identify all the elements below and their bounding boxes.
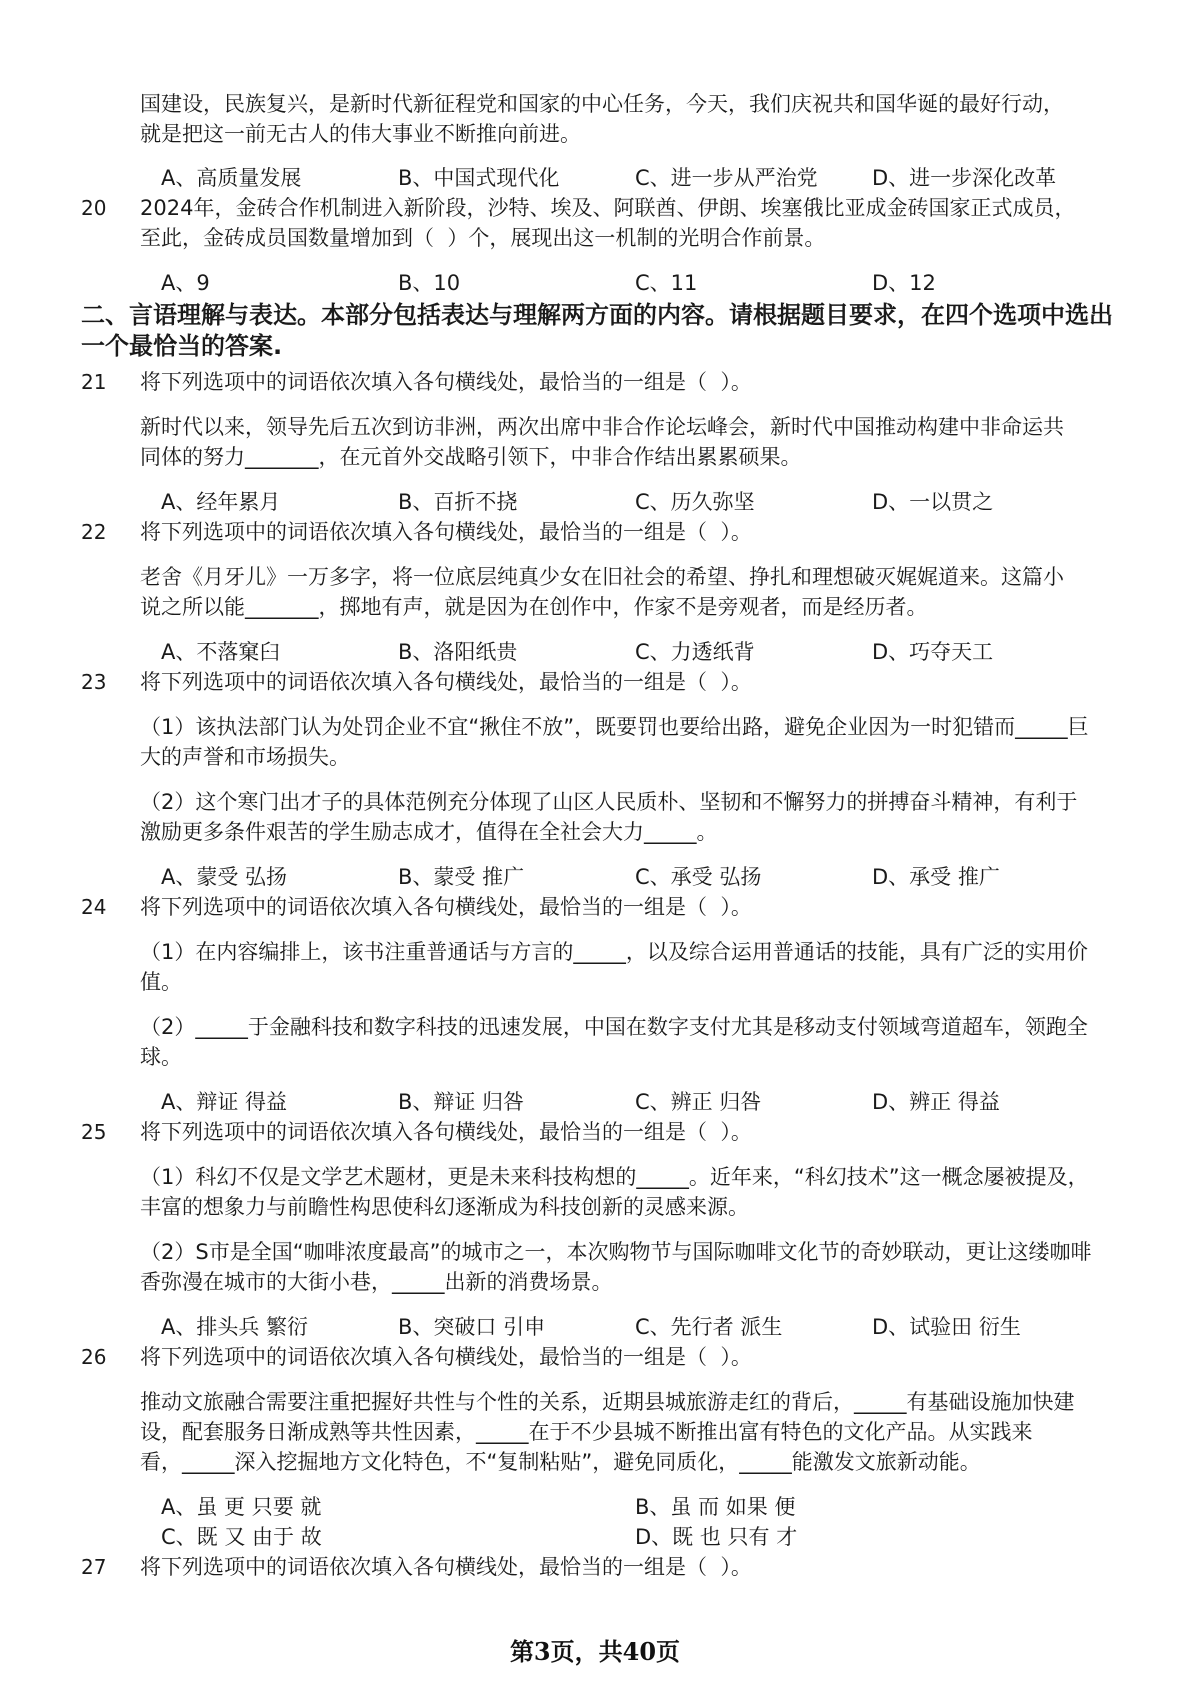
- options-row: [0, 1312, 1190, 1342]
- question-passage: [140, 1387, 1190, 1477]
- question-stem-line: 将下列选项中的词语依次填入各句横线处，最恰当的一组是（ ）。: [140, 520, 752, 544]
- question-sentence-1: [140, 712, 1190, 772]
- option-a: A、不落窠臼: [161, 640, 281, 664]
- options-grid: [0, 1492, 1190, 1552]
- question-stem-line: 至此，金砖成员国数量增加到（ ）个，展现出这一机制的光明合作前景。: [140, 226, 826, 250]
- option-c: C、既 又 由于 故: [161, 1525, 322, 1549]
- question-sentence-2: [140, 1237, 1190, 1297]
- question-stem: [140, 1117, 1190, 1147]
- option-a: A、蒙受 弘扬: [161, 865, 288, 889]
- passage-line: 同体的努力_______，在元首外交战略引领下，中非合作结出累累硕果。: [140, 445, 802, 469]
- option-a: A、高质量发展: [161, 166, 302, 190]
- section-heading-line: 一个最恰当的答案.: [81, 332, 283, 360]
- passage-line: （2）_____于金融科技和数字科技的迅速发展，中国在数字支付尤其是移动支付领域弯道超车，领跑全: [140, 1015, 1088, 1039]
- option-c: C、先行者 派生: [635, 1315, 783, 1339]
- question-stem-line: 将下列选项中的词语依次填入各句横线处，最恰当的一组是（ ）。: [140, 1555, 752, 1579]
- passage-line: 值。: [140, 970, 182, 994]
- passage-line: 国建设，民族复兴，是新时代新征程党和国家的中心任务，今天，我们庆祝共和国华诞的最好行动，: [140, 92, 1064, 116]
- page-footer: 第3页，共40页: [509, 1637, 681, 1666]
- option-c: C、历久弥坚: [635, 490, 755, 514]
- question-stem: [140, 193, 1190, 253]
- question-stem-line: 将下列选项中的词语依次填入各句横线处，最恰当的一组是（ ）。: [140, 895, 752, 919]
- question-passage: [140, 412, 1190, 472]
- continuation-passage: [140, 89, 1190, 149]
- passage-line: 说之所以能_______，掷地有声，就是因为在创作中，作家不是旁观者，而是经历者。: [140, 595, 928, 619]
- question-number: 22: [81, 520, 107, 544]
- passage-line: 就是把这一前无古人的伟大事业不断推向前进。: [140, 122, 581, 146]
- question-stem-line: 2024年，金砖合作机制进入新阶段，沙特、埃及、阿联酋、伊朗、埃塞俄比亚成金砖国家正式成员，: [140, 196, 1076, 220]
- option-a: A、排头兵 繁衍: [161, 1315, 309, 1339]
- option-a: A、虽 更 只要 就: [161, 1495, 322, 1519]
- option-a: A、经年累月: [161, 490, 281, 514]
- option-b: B、百折不挠: [398, 490, 518, 514]
- question-24: [0, 892, 1190, 1117]
- passage-line: 老舍《月牙儿》一万多字，将一位底层纯真少女在旧社会的希望、挣扎和理想破灭娓娓道来。这篇小: [140, 565, 1064, 589]
- options-row: [0, 637, 1190, 667]
- question-sentence-1: [140, 937, 1190, 997]
- question-stem: [140, 1552, 1190, 1582]
- option-d: D、进一步深化改革: [872, 166, 1057, 190]
- option-b: B、突破口 引申: [398, 1315, 546, 1339]
- question-number: 21: [81, 370, 107, 394]
- question-stem: [140, 892, 1190, 922]
- section-heading-line: 二、言语理解与表达。本部分包括表达与理解两方面的内容。请根据题目要求，在四个选项中选出: [81, 301, 1113, 329]
- passage-line: （2）这个寒门出才子的具体范例充分体现了山区人民质朴、坚韧和不懈努力的拼搏奋斗精神，有利于: [140, 790, 1078, 814]
- options-row: [0, 1087, 1190, 1117]
- option-c: C、承受 弘扬: [635, 865, 762, 889]
- option-b: B、10: [398, 271, 461, 295]
- passage-line: （1）该执法部门认为处罚企业不宜“揪住不放”，既要罚也要给出路，避免企业因为一时犯错而_____巨: [140, 715, 1089, 739]
- exam-page-content: [0, 89, 1190, 1582]
- question-number: 24: [81, 895, 107, 919]
- passage-line: （2）S市是全国“咖啡浓度最高”的城市之一，本次购物节与国际咖啡文化节的奇妙联动，更让这缕咖啡: [140, 1240, 1092, 1264]
- question-stem: [140, 517, 1190, 547]
- option-b: B、辩证 归咎: [398, 1090, 525, 1114]
- option-b: B、洛阳纸贵: [398, 640, 518, 664]
- passage-line: （1）科幻不仅是文学艺术题材，更是未来科技构想的_____。近年来，“科幻技术”这一概念屡被提及，: [140, 1165, 1089, 1189]
- question-number: 23: [81, 670, 107, 694]
- passage-line: 设，配套服务日渐成熟等共性因素，_____在于不少县城不断推出富有特色的文化产品。从实践来: [140, 1420, 1033, 1444]
- passage-line: 大的声誉和市场损失。: [140, 745, 350, 769]
- question-22: [0, 517, 1190, 667]
- option-d: D、承受 推广: [872, 865, 1000, 889]
- question-stem: [140, 1342, 1190, 1372]
- question-stem-line: 将下列选项中的词语依次填入各句横线处，最恰当的一组是（ ）。: [140, 1120, 752, 1144]
- passage-line: 推动文旅融合需要注重把握好共性与个性的关系，近期县城旅游走红的背后，_____有基础设施加快建: [140, 1390, 1075, 1414]
- question-25: [0, 1117, 1190, 1342]
- question-number: 25: [81, 1120, 107, 1144]
- question-stem: [140, 667, 1190, 697]
- question-26: [0, 1342, 1190, 1552]
- question-number: 27: [81, 1555, 107, 1579]
- question-stem-line: 将下列选项中的词语依次填入各句横线处，最恰当的一组是（ ）。: [140, 670, 752, 694]
- option-b: B、蒙受 推广: [398, 865, 525, 889]
- question-sentence-2: [140, 1012, 1190, 1072]
- option-d: D、12: [872, 271, 936, 295]
- option-a: A、9: [161, 271, 210, 295]
- passage-line: 新时代以来，领导先后五次到访非洲，两次出席中非合作论坛峰会，新时代中国推动构建中非命运共: [140, 415, 1064, 439]
- question-21: [0, 367, 1190, 517]
- question-stem-line: 将下列选项中的词语依次填入各句横线处，最恰当的一组是（ ）。: [140, 1345, 752, 1369]
- question-23: [0, 667, 1190, 892]
- question-stem: [140, 367, 1190, 397]
- option-c: C、力透纸背: [635, 640, 755, 664]
- options-row: [0, 487, 1190, 517]
- option-b: B、中国式现代化: [398, 166, 560, 190]
- options-row: [0, 268, 1190, 298]
- option-a: A、辩证 得益: [161, 1090, 288, 1114]
- option-d: D、一以贯之: [872, 490, 994, 514]
- passage-line: 丰富的想象力与前瞻性构思使科幻逐渐成为科技创新的灵感来源。: [140, 1195, 749, 1219]
- question-20: [0, 193, 1190, 298]
- options-row: [0, 163, 1190, 193]
- question-27: [0, 1552, 1190, 1582]
- question-number: 20: [81, 196, 107, 220]
- option-d: D、试验田 衍生: [872, 1315, 1021, 1339]
- question-passage: [140, 562, 1190, 622]
- options-row: [0, 862, 1190, 892]
- section-heading: [81, 300, 1190, 362]
- passage-line: 看，_____深入挖掘地方文化特色，不“复制粘贴”，避免同质化，_____能激发文旅新动能。: [140, 1450, 981, 1474]
- question-stem-line: 将下列选项中的词语依次填入各句横线处，最恰当的一组是（ ）。: [140, 370, 752, 394]
- option-c: C、辨正 归咎: [635, 1090, 762, 1114]
- question-sentence-1: [140, 1162, 1190, 1222]
- option-d: D、既 也 只有 才: [635, 1525, 798, 1549]
- option-d: D、辨正 得益: [872, 1090, 1000, 1114]
- passage-line: （1）在内容编排上，该书注重普通话与方言的_____，以及综合运用普通话的技能，具有广泛的实用价: [140, 940, 1088, 964]
- question-sentence-2: [140, 787, 1190, 847]
- option-d: D、巧夺天工: [872, 640, 994, 664]
- option-c: C、11: [635, 271, 698, 295]
- passage-line: 香弥漫在城市的大街小巷，_____出新的消费场景。: [140, 1270, 613, 1294]
- passage-line: 激励更多条件艰苦的学生励志成才，值得在全社会大力_____。: [140, 820, 718, 844]
- question-number: 26: [81, 1345, 107, 1369]
- option-b: B、虽 而 如果 便: [635, 1495, 796, 1519]
- option-c: C、进一步从严治党: [635, 166, 818, 190]
- passage-line: 球。: [140, 1045, 182, 1069]
